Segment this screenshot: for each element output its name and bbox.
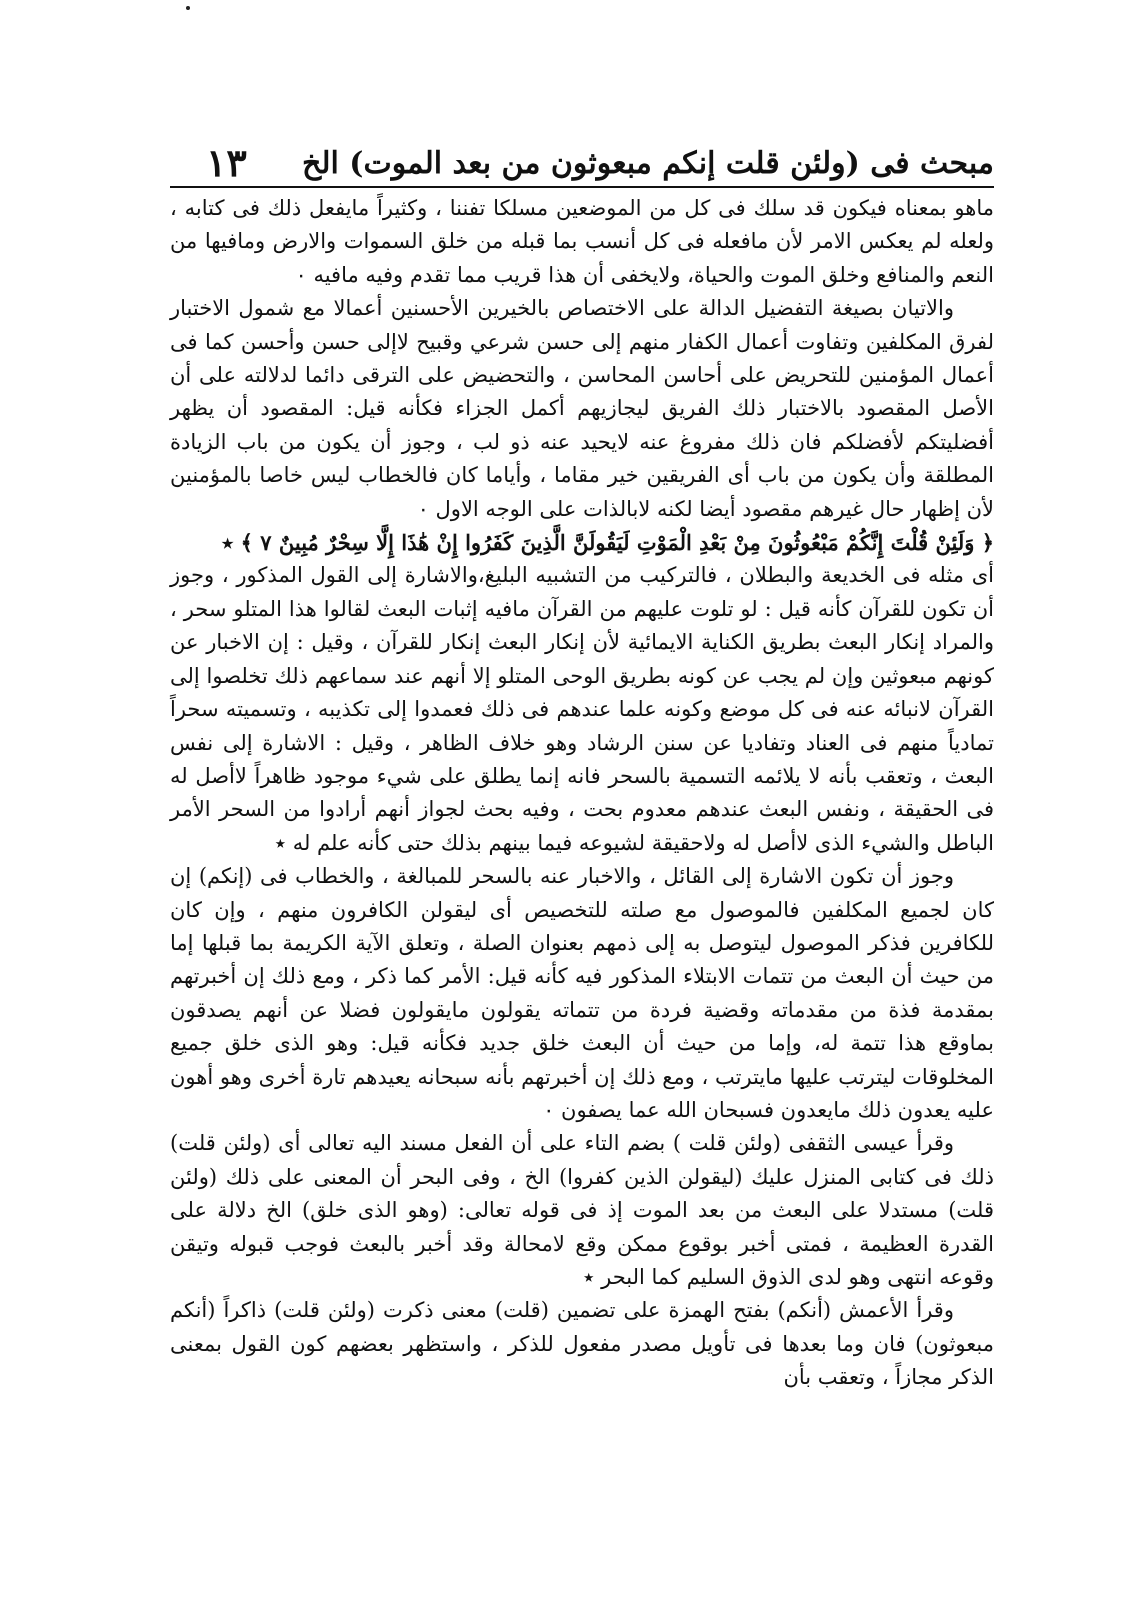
paragraph: ماهو بمعناه فيكون قد سلك فى كل من الموضعين مسلكا تفننا ، وكثيراً مايفعل ذلك فى كتابه ، ولعله لم يعكس الامر لأن مافعله فى كل أنسب بما قبله من خلق السموات والارض ومافيها من النعم والمنافع وخلق الموت والحياة، ولايخفى أن هذا قريب مما تقدم وفيه مافيه ٠ (170, 196, 994, 287)
paragraph: والاتيان بصيغة التفضيل الدالة على الاختصاص بالخيرين الأحسنين أعمالا مع شمول الاختبار لفرق المكلفين وتفاوت أعمال الكفار منهم إلى حسن شرعي وقبيح لاإلى حسن وأحسن كما فى أعمال المؤمنين للتحريض على أحاسن المحاسن ، والتحضيض على الترقى دائما لدلالته على أن الأصل المقصود بالاختبار ذلك الفريق ليجازيهم أكمل الجزاء فكأنه قيل: المقصود أن يظهر أفضليتكم لأفضلكم فان ذلك مفروغ عنه لايحيد عنه ذو لب ، وجوز أن يكون من باب الزيادة المطلقة وأن يكون من باب أى الفريقين خير مقاما ، وأياما كان فالخطاب ليس خاصا بالمؤمنين لأن إظهار حال غيرهم مقصود أيضا لكنه لابالذات على الوجه الاول ٠ (170, 296, 994, 521)
paragraph: وجوز أن تكون الاشارة إلى القائل ، والاخبار عنه بالسحر للمبالغة ، والخطاب فى (إنكم) إن كان لجميع المكلفين فالموصول مع صلته للتخصيص أى ليقولن الكافرون منهم ، وإن كان للكافرين فذكر الموصول ليتوصل به إلى ذمهم بعنوان الصلة ، وتعلق الآية الكريمة بما قبلها إما من حيث أن البعث من تتمات الابتلاء المذكور فيه كأنه قيل: الأمر كما ذكر ، ومع ذلك إن أخبرتهم بمقدمة فذة من مقدماته وقضية فردة من تتماته يقولون مايقولون فضلا عن أنهم يصدقون بماوقع هذا تتمة له، وإما من حيث أن البعث خلق جديد فكأنه قيل: وهو الذى خلق جميع المخلوقات ليترتب عليها مايترتب ، ومع ذلك إن أخبرتهم بأنه سبحانه يعيدهم تارة أخرى وهو أهون عليه يعدون ذلك مايعدون فسبحان الله عما يصفون ٠ (170, 864, 994, 1122)
body-text (170, 192, 994, 1395)
running-header (170, 138, 994, 184)
header-rule (170, 186, 994, 188)
print-speck (186, 6, 190, 10)
page-number: ١٣ (206, 140, 247, 185)
paragraph: أى مثله فى الخديعة والبطلان ، فالتركيب من التشبيه البليغ،والاشارة إلى القول المذكور ، وجوز أن تكون للقرآن كأنه قيل : لو تلوت عليهم من القرآن مافيه إثبات البعث لقالوا هذا المتلو سحر ، والمراد إنكار البعث بطريق الكناية الايمائية لأن إنكار البعث إنكار للقرآن ، وقيل : إن الاخبار عن كونهم مبعوثين وإن لم يجب عن كونه بطريق الوحى المتلو إلا أنهم عند سماعهم ذلك تخلصوا إلى القرآن لانبائه عنه فى كل موضع وكونه علما عندهم فى ذلك فعمدوا إلى تكذيبه ، وتسميته سحراً تمادياً منهم فى العناد وتفاديا عن سنن الرشاد وهو خلاف الظاهر ، وقيل : الاشارة إلى نفس البعث ، وتعقب بأنه لا يلائمه التسمية بالسحر فانه إنما يطلق على شيء موجود ظاهراً لاأصل له فى الحقيقة ، ونفس البعث عندهم معدوم بحت ، وفيه بحث لجواز أنهم أرادوا من السحر الأمر الباطل والشيء الذى لاأصل له ولاحقيقة لشيوعه فيما بينهم بذلك حتى كأنه علم له ٭ (170, 563, 994, 855)
header-title: مبحث فى (ولئن قلت إنكم مبعوثون من بعد الموت) الخ (302, 146, 994, 181)
paragraph: وقرأ عيسى الثقفى (ولئن قلت ) بضم التاء على أن الفعل مسند اليه تعالى أى (ولئن قلت) ذلك فى كتابى المنزل عليك (ليقولن الذين كفروا) الخ ، وفى البحر أن المعنى على ذلك (ولئن قلت) مستدلا على البعث من بعد الموت إذ فى قوله تعالى: (وهو الذى خلق) الخ دلالة على القدرة العظيمة ، فمتى أخبر بوقوع ممكن وقع لامحالة وقد أخبر بالبعث فوجب قبوله وتيقن وقوعه انتهى وهو لدى الذوق السليم كما البحر ٭ (170, 1131, 994, 1289)
quran-verse: ﴿ وَلَئِنْ قُلْتَ إِنَّكُمْ مَبْعُوثُونَ مِنْ بَعْدِ الْمَوْتِ لَيَقُولَنَّ الَّذِينَ كَفَرُوا إِنْ هَٰذَا إِلَّا سِحْرٌ مُبِينٌ ٧ ﴾ ٭ (221, 530, 994, 556)
paragraph: وقرأ الأعمش (أنكم) بفتح الهمزة على تضمين (قلت) معنى ذكرت (ولئن قلت) ذاكراً (أنكم مبعوثون) فان وما بعدها فى تأويل مصدر مفعول للذكر ، واستظهر بعضهم كون القول بمعنى الذكر مجازاً ، وتعقب بأن (170, 1298, 994, 1390)
